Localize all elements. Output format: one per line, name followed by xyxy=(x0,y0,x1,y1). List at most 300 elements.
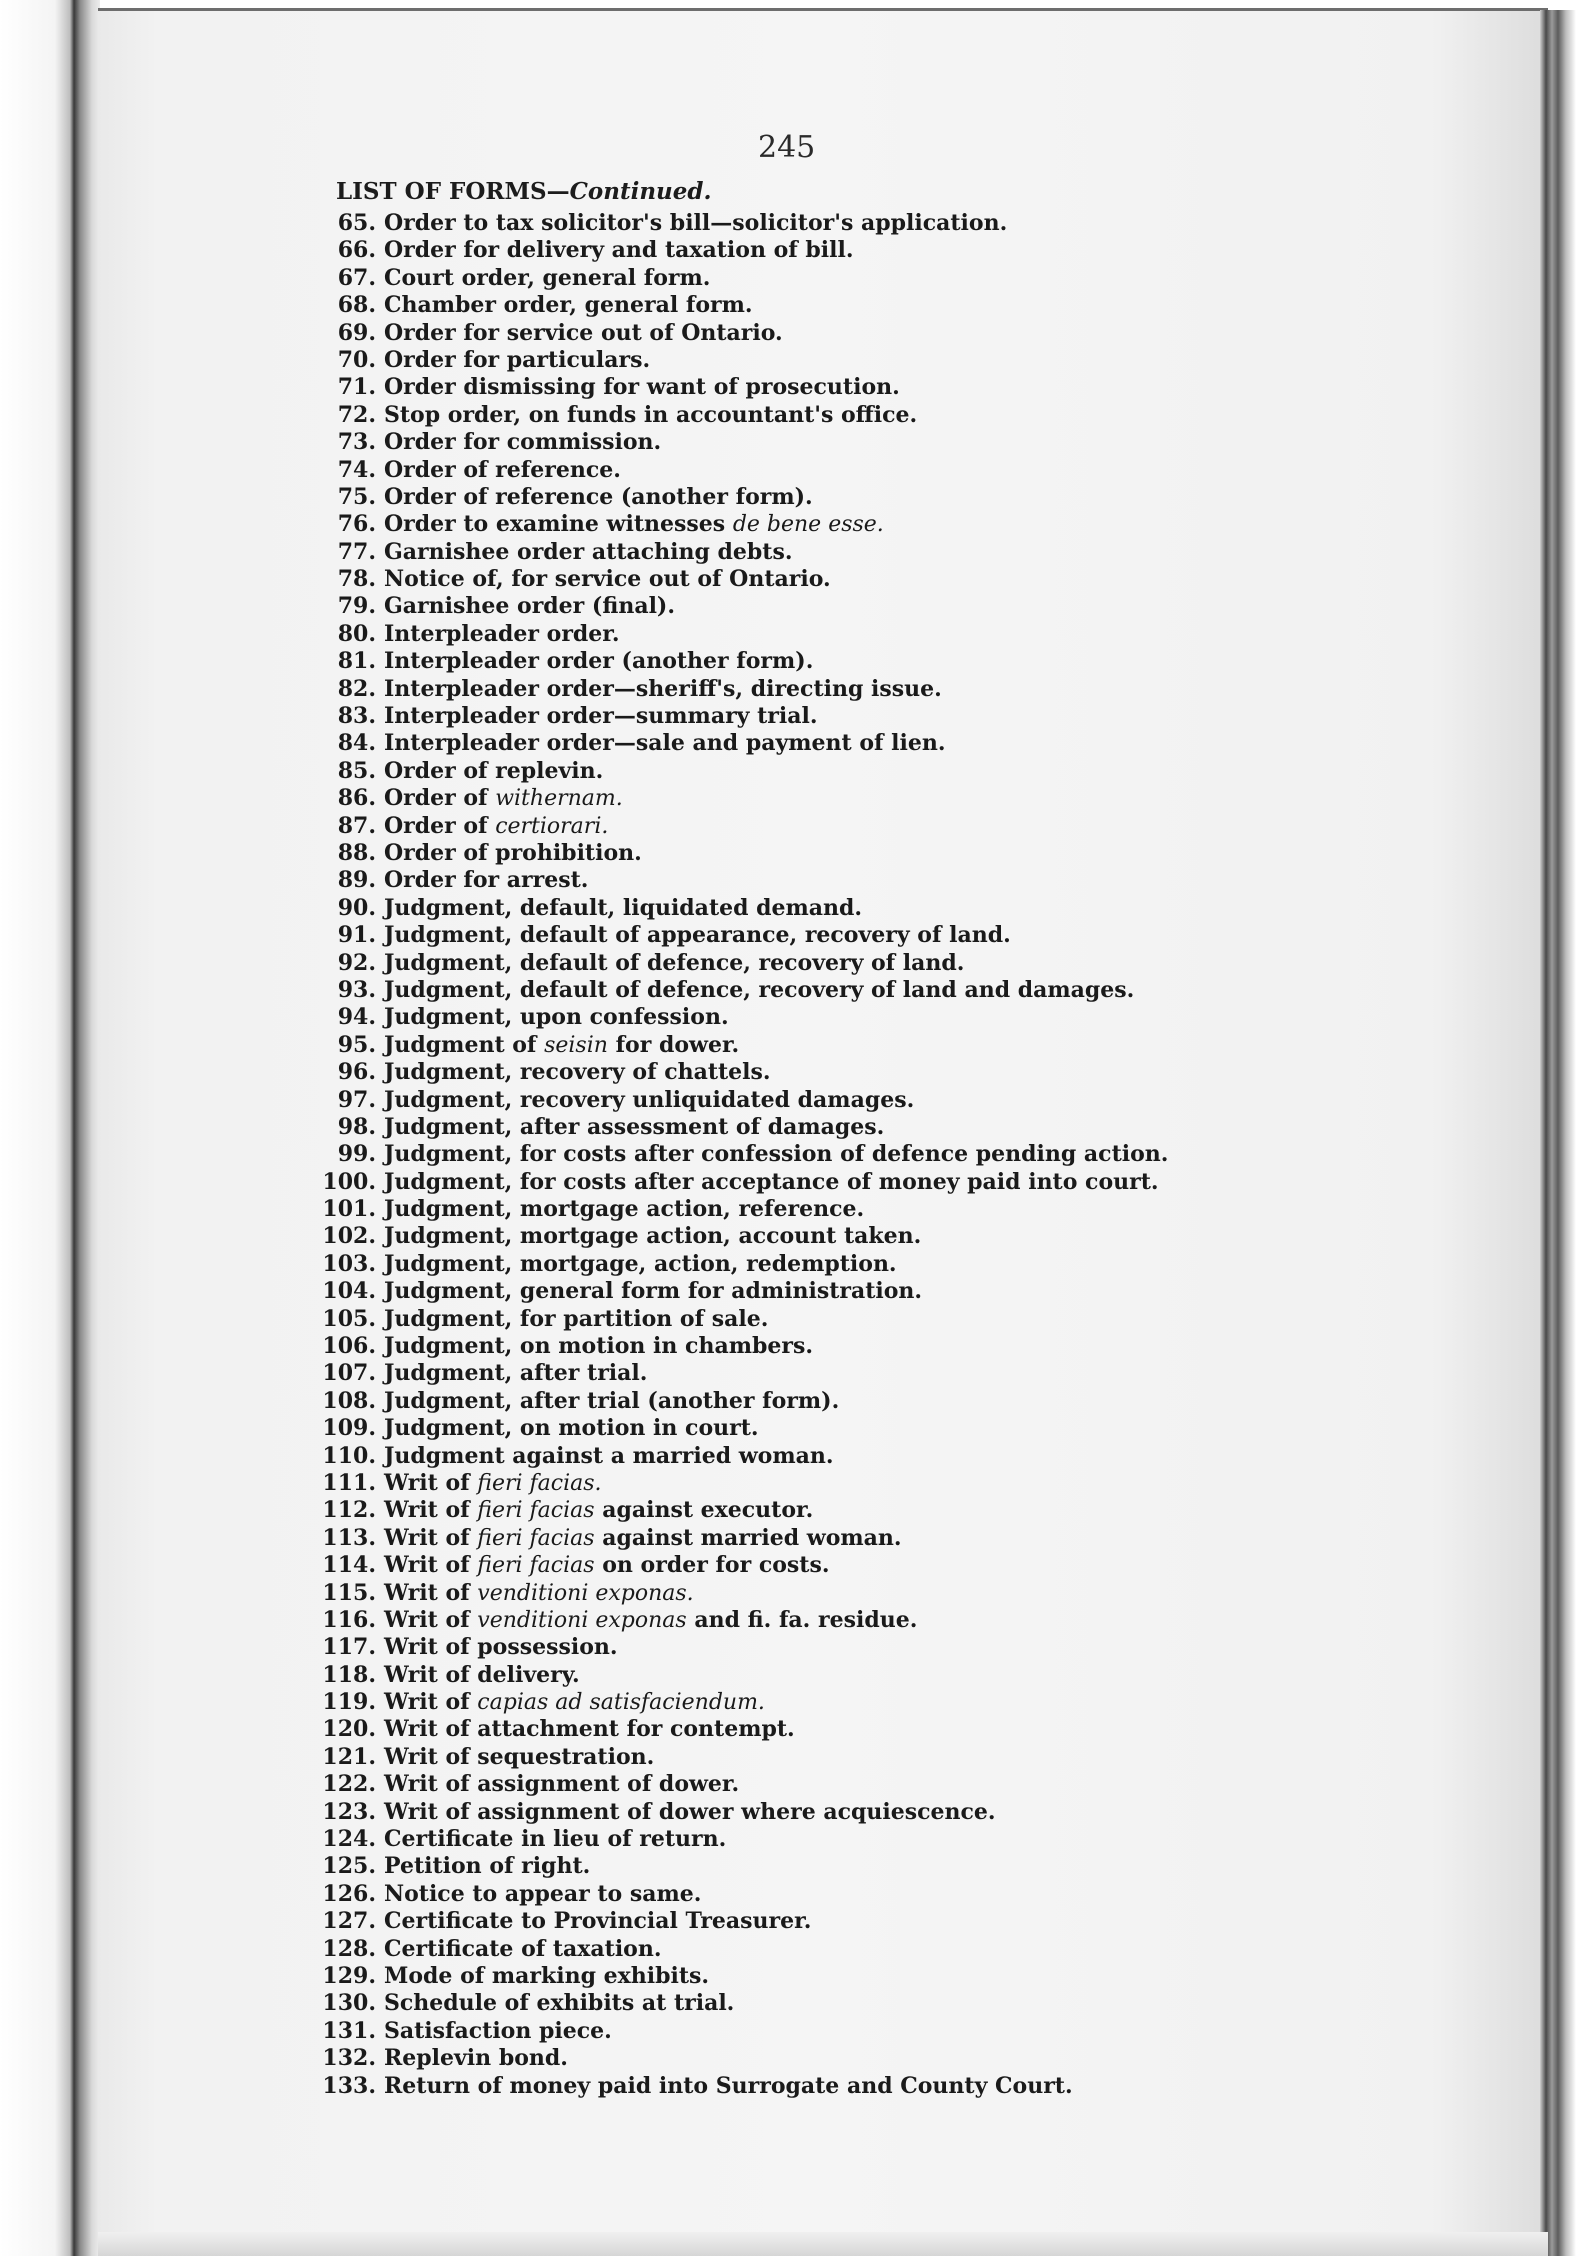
form-number: 66. xyxy=(337,237,376,264)
form-title xyxy=(384,566,831,592)
form-list-item xyxy=(300,265,1168,292)
form-title-latin-term: de bene esse. xyxy=(732,512,884,538)
form-title-text: Order to examine witnesses xyxy=(384,511,733,538)
form-title xyxy=(384,703,818,729)
form-number: 123. xyxy=(322,1798,376,1825)
form-title xyxy=(384,1771,739,1797)
form-title xyxy=(384,1963,709,1989)
form-list-item xyxy=(300,1306,1168,1333)
form-number: 101. xyxy=(322,1196,376,1223)
form-list-item xyxy=(300,1826,1168,1853)
form-list-item xyxy=(300,1607,1168,1634)
form-number: 88. xyxy=(337,839,376,866)
form-title xyxy=(384,1059,771,1085)
form-title-text: Interpleader order—sale and payment of lien. xyxy=(384,730,946,757)
form-title xyxy=(384,484,813,510)
form-title xyxy=(384,867,588,893)
form-title-text: Writ of sequestration. xyxy=(384,1743,655,1770)
form-list-item xyxy=(300,1963,1168,1990)
form-title xyxy=(384,730,946,756)
form-title-text: Order dismissing for want of prosecution. xyxy=(384,374,900,401)
form-number: 131. xyxy=(322,2017,376,2044)
form-list-item xyxy=(300,1196,1168,1223)
form-title-text-after: and fi. fa. residue. xyxy=(686,1606,918,1633)
form-list-item xyxy=(300,1443,1168,1470)
form-title-text: Judgment, mortgage action, reference. xyxy=(384,1196,865,1223)
form-number: 76. xyxy=(337,511,376,538)
form-title xyxy=(384,1634,618,1660)
form-title-text: Judgment, mortgage, action, redemption. xyxy=(384,1250,897,1277)
form-number: 86. xyxy=(337,785,376,812)
form-title xyxy=(384,1196,864,1222)
form-title-text: Judgment of xyxy=(384,1031,545,1058)
form-title-text: Order of prohibition. xyxy=(384,839,642,866)
form-title xyxy=(384,977,1134,1003)
form-number: 110. xyxy=(322,1442,376,1469)
form-number: 91. xyxy=(337,922,376,949)
form-title-text: Chamber order, general form. xyxy=(384,292,753,319)
form-number: 116. xyxy=(322,1606,376,1633)
form-list-item xyxy=(300,922,1168,949)
form-number: 79. xyxy=(337,593,376,620)
form-title xyxy=(384,1306,768,1332)
form-number: 83. xyxy=(337,703,376,730)
form-list-item xyxy=(300,1004,1168,1031)
form-number: 125. xyxy=(322,1853,376,1880)
form-title xyxy=(384,1114,884,1140)
form-title-text-after: on order for costs. xyxy=(594,1552,830,1579)
form-list-item xyxy=(300,785,1168,812)
form-number: 107. xyxy=(322,1360,376,1387)
form-list-item xyxy=(300,1771,1168,1798)
form-number: 103. xyxy=(322,1250,376,1277)
form-title xyxy=(384,1881,701,1907)
form-list-item xyxy=(300,347,1168,374)
form-title-text: Garnishee order attaching debts. xyxy=(384,538,793,565)
form-title-text: Interpleader order. xyxy=(384,620,620,647)
form-number: 106. xyxy=(322,1333,376,1360)
form-title-text: Replevin bond. xyxy=(384,2045,568,2072)
form-number: 98. xyxy=(337,1113,376,1140)
form-title-text: Petition of right. xyxy=(384,1853,591,1880)
form-title xyxy=(384,2045,568,2071)
form-list-item xyxy=(300,1936,1168,1963)
form-number: 78. xyxy=(337,566,376,593)
form-number: 127. xyxy=(322,1908,376,1935)
form-title xyxy=(384,1470,602,1496)
form-number: 122. xyxy=(322,1771,376,1798)
form-title xyxy=(384,210,1007,236)
form-number: 130. xyxy=(322,1990,376,2017)
form-title-text: Judgment, for partition of sale. xyxy=(384,1305,769,1332)
form-title-text: Judgment, upon confession. xyxy=(384,1004,729,1031)
form-list-item xyxy=(300,895,1168,922)
form-title xyxy=(384,1251,897,1277)
form-title xyxy=(384,1278,922,1304)
form-title xyxy=(384,840,642,866)
form-title-text: Order of reference. xyxy=(384,456,621,483)
form-number: 94. xyxy=(337,1004,376,1031)
form-title-text: Schedule of exhibits at trial. xyxy=(384,1990,735,2017)
form-title-text: Writ of xyxy=(384,1497,478,1524)
form-number: 92. xyxy=(337,949,376,976)
form-list-item xyxy=(300,730,1168,757)
form-title xyxy=(384,1716,795,1742)
form-list-item xyxy=(300,1990,1168,2017)
form-list-item xyxy=(300,210,1168,237)
form-title xyxy=(384,1223,921,1249)
form-number: 105. xyxy=(322,1305,376,1332)
page-edge-shadow xyxy=(1540,10,1576,2256)
form-title-text: Writ of attachment for contempt. xyxy=(384,1716,795,1743)
form-number: 90. xyxy=(337,894,376,921)
form-list-item xyxy=(300,484,1168,511)
form-number: 132. xyxy=(322,2045,376,2072)
form-number: 84. xyxy=(337,730,376,757)
form-title xyxy=(384,347,650,373)
form-list-item xyxy=(300,320,1168,347)
list-heading-title: LIST OF FORMS— xyxy=(336,178,570,205)
form-list-item xyxy=(300,1662,1168,1689)
form-title-text: Certificate of taxation. xyxy=(384,1935,662,1962)
form-title-latin-term: fieri facias xyxy=(477,1498,595,1524)
form-title xyxy=(384,320,783,346)
form-list-item xyxy=(300,950,1168,977)
form-title-text: Writ of xyxy=(384,1524,478,1551)
form-list-item xyxy=(300,1032,1168,1059)
form-title xyxy=(384,1415,759,1441)
form-title xyxy=(384,1990,734,2016)
form-title-latin-term: fieri facias. xyxy=(477,1470,602,1496)
form-number: 121. xyxy=(322,1743,376,1770)
form-title-latin-term: seisin xyxy=(544,1032,608,1058)
form-title-text: Interpleader order (another form). xyxy=(384,648,814,675)
form-number: 115. xyxy=(322,1579,376,1606)
form-title-latin-term: fieri facias xyxy=(477,1525,595,1551)
form-list-item xyxy=(300,457,1168,484)
form-number: 113. xyxy=(322,1524,376,1551)
form-title xyxy=(384,1744,654,1770)
form-title-text: Stop order, on funds in accountant's office. xyxy=(384,401,918,428)
form-number: 82. xyxy=(337,675,376,702)
form-number: 118. xyxy=(322,1661,376,1688)
form-title xyxy=(384,1525,902,1551)
page-bottom-shadow xyxy=(98,2232,1548,2256)
form-number: 117. xyxy=(322,1634,376,1661)
form-title xyxy=(384,374,900,400)
form-title-text: Judgment, recovery unliquidated damages. xyxy=(384,1086,915,1113)
form-title xyxy=(384,402,917,428)
form-title-text: Judgment, for costs after acceptance of money paid into court. xyxy=(384,1168,1159,1195)
form-title xyxy=(384,785,623,811)
form-title xyxy=(384,1936,662,1962)
page-number: 245 xyxy=(758,130,816,165)
form-title-text: Garnishee order (final). xyxy=(384,593,675,620)
form-title-text: Order for commission. xyxy=(384,429,662,456)
form-title-text: Order of reference (another form). xyxy=(384,483,813,510)
form-number: 120. xyxy=(322,1716,376,1743)
book-binding-edge xyxy=(0,0,100,2256)
form-title-text: Judgment, on motion in court. xyxy=(384,1415,759,1442)
form-number: 77. xyxy=(337,538,376,565)
form-title xyxy=(384,758,603,784)
form-number: 97. xyxy=(337,1086,376,1113)
form-title-text: Judgment, default of defence, recovery of land and damages. xyxy=(384,976,1135,1003)
form-number: 87. xyxy=(337,812,376,839)
form-title-text: Court order, general form. xyxy=(384,264,711,291)
form-title-text: Satisfaction piece. xyxy=(384,2017,612,2044)
form-title-text: Writ of delivery. xyxy=(384,1661,580,1688)
form-number: 89. xyxy=(337,867,376,894)
form-number: 72. xyxy=(337,401,376,428)
form-title-text: Interpleader order—summary trial. xyxy=(384,703,818,730)
form-list-item xyxy=(300,402,1168,429)
form-title-text: Writ of xyxy=(384,1552,478,1579)
form-title xyxy=(384,648,813,674)
form-list-item xyxy=(300,867,1168,894)
form-list-item xyxy=(300,1388,1168,1415)
form-list-item xyxy=(300,758,1168,785)
form-list-item xyxy=(300,1360,1168,1387)
form-number: 104. xyxy=(322,1278,376,1305)
form-title-text: Order to tax solicitor's bill—solicitor's application. xyxy=(384,210,1008,236)
form-title xyxy=(384,237,854,263)
form-title xyxy=(384,1497,813,1523)
form-number: 81. xyxy=(337,648,376,675)
form-list-item xyxy=(300,1333,1168,1360)
form-number: 114. xyxy=(322,1552,376,1579)
form-number: 95. xyxy=(337,1031,376,1058)
form-title-text: Notice of, for service out of Ontario. xyxy=(384,566,831,593)
form-title-text: Order for arrest. xyxy=(384,867,589,894)
form-title-latin-term: fieri facias xyxy=(477,1553,595,1579)
form-list-item xyxy=(300,977,1168,1004)
form-list-item xyxy=(300,374,1168,401)
form-number: 99. xyxy=(337,1141,376,1168)
form-list-item xyxy=(300,1689,1168,1716)
form-title xyxy=(384,1141,1168,1167)
form-title xyxy=(384,676,942,702)
form-title xyxy=(384,1004,729,1030)
form-number: 80. xyxy=(337,620,376,647)
form-number: 111. xyxy=(322,1469,376,1496)
form-title xyxy=(384,511,884,537)
form-list-item xyxy=(300,237,1168,264)
form-list-item xyxy=(300,1114,1168,1141)
forms-list xyxy=(300,210,1168,2100)
form-title-text: Judgment, after trial. xyxy=(384,1360,648,1387)
form-title-text: Judgment, default, liquidated demand. xyxy=(384,894,863,921)
form-list-item xyxy=(300,1881,1168,1908)
form-title-text: Notice to appear to same. xyxy=(384,1880,702,1907)
form-title-text: Certificate in lieu of return. xyxy=(384,1826,727,1853)
form-title-text: Order of replevin. xyxy=(384,757,604,784)
form-list-item xyxy=(300,648,1168,675)
form-list-item xyxy=(300,1251,1168,1278)
form-number: 119. xyxy=(322,1689,376,1716)
form-title-text: Return of money paid into Surrogate and County Court. xyxy=(384,2072,1073,2099)
form-list-item xyxy=(300,840,1168,867)
form-title-text: Judgment, for costs after confession of defence pending action. xyxy=(384,1141,1169,1168)
form-title xyxy=(384,1388,839,1414)
form-title xyxy=(384,1689,765,1715)
form-title-text: Order of xyxy=(384,812,496,839)
form-title xyxy=(384,813,608,839)
form-list-item xyxy=(300,1415,1168,1442)
form-list-item xyxy=(300,292,1168,319)
form-list-item xyxy=(300,1716,1168,1743)
form-list-item xyxy=(300,1470,1168,1497)
form-list-item xyxy=(300,1552,1168,1579)
form-number: 74. xyxy=(337,456,376,483)
form-number: 96. xyxy=(337,1059,376,1086)
form-title-text-after: against married woman. xyxy=(594,1524,902,1551)
form-title xyxy=(384,922,1011,948)
form-title xyxy=(384,265,710,291)
form-title-text: Writ of xyxy=(384,1579,478,1606)
form-title xyxy=(384,593,675,619)
form-list-item xyxy=(300,621,1168,648)
form-title-text: Judgment, after assessment of damages. xyxy=(384,1113,885,1140)
form-list-item xyxy=(300,1908,1168,1935)
form-list-item xyxy=(300,1223,1168,1250)
form-number: 71. xyxy=(337,374,376,401)
form-list-item xyxy=(300,1799,1168,1826)
form-number: 102. xyxy=(322,1223,376,1250)
form-title-text: Order for service out of Ontario. xyxy=(384,319,783,346)
form-number: 126. xyxy=(322,1880,376,1907)
form-title xyxy=(384,1087,914,1113)
form-title xyxy=(384,539,793,565)
form-list-item xyxy=(300,429,1168,456)
form-list-item xyxy=(300,2073,1168,2100)
form-title xyxy=(384,1169,1159,1195)
form-title xyxy=(384,1360,647,1386)
form-number: 124. xyxy=(322,1826,376,1853)
form-number: 128. xyxy=(322,1935,376,1962)
form-list-item xyxy=(300,1169,1168,1196)
form-list-item xyxy=(300,1634,1168,1661)
form-title xyxy=(384,621,620,647)
form-number: 68. xyxy=(337,292,376,319)
form-list-item xyxy=(300,676,1168,703)
form-title xyxy=(384,1443,834,1469)
form-list-item xyxy=(300,1744,1168,1771)
form-title-text: Order for particulars. xyxy=(384,346,651,373)
form-title-text: Judgment, recovery of chattels. xyxy=(384,1059,771,1086)
form-title-text: Writ of assignment of dower where acquiescence. xyxy=(384,1798,996,1825)
form-title-text: Writ of assignment of dower. xyxy=(384,1771,740,1798)
form-number: 70. xyxy=(337,346,376,373)
form-number: 93. xyxy=(337,976,376,1003)
form-title-text: Judgment, default of appearance, recovery of land. xyxy=(384,922,1011,949)
form-title-latin-term: venditioni exponas xyxy=(477,1607,687,1633)
form-list-item xyxy=(300,1853,1168,1880)
form-list-item xyxy=(300,593,1168,620)
form-number: 108. xyxy=(322,1387,376,1414)
form-number: 129. xyxy=(322,1963,376,1989)
form-title xyxy=(384,1908,811,1934)
form-list-item xyxy=(300,566,1168,593)
form-number: 75. xyxy=(337,483,376,510)
form-list-item xyxy=(300,1059,1168,1086)
form-title-text: Mode of marking exhibits. xyxy=(384,1963,710,1989)
form-title-text-after: for dower. xyxy=(607,1031,740,1058)
form-list-item xyxy=(300,1497,1168,1524)
form-title-text: Writ of xyxy=(384,1469,478,1496)
list-heading-continued: Continued. xyxy=(569,178,712,205)
form-number: 133. xyxy=(322,2072,376,2099)
form-title-text: Judgment against a married woman. xyxy=(384,1442,834,1469)
form-list-item xyxy=(300,511,1168,538)
form-title xyxy=(384,292,753,318)
form-list-item xyxy=(300,1525,1168,1552)
form-title xyxy=(384,950,964,976)
form-title-text: Judgment, default of defence, recovery of land. xyxy=(384,949,965,976)
form-title-text: Writ of xyxy=(384,1606,478,1633)
form-title xyxy=(384,1662,580,1688)
form-title-text: Certificate to Provincial Treasurer. xyxy=(384,1908,812,1935)
form-title-latin-term: withernam. xyxy=(495,786,623,812)
form-number: 65. xyxy=(337,210,376,236)
form-title-text-after: against executor. xyxy=(594,1497,814,1524)
form-number: 100. xyxy=(322,1168,376,1195)
form-title xyxy=(384,457,621,483)
form-title-text: Interpleader order—sheriff's, directing issue. xyxy=(384,675,942,702)
form-number: 112. xyxy=(322,1497,376,1524)
form-title-latin-term: certiorari. xyxy=(495,813,609,839)
form-title-text: Writ of possession. xyxy=(384,1634,618,1661)
form-title-text: Judgment, general form for administration. xyxy=(384,1278,923,1305)
form-title xyxy=(384,429,661,455)
form-number: 69. xyxy=(337,319,376,346)
form-title xyxy=(384,1853,590,1879)
form-number: 109. xyxy=(322,1415,376,1442)
form-list-item xyxy=(300,2045,1168,2072)
form-title-text: Order of xyxy=(384,785,496,812)
form-title-latin-term: venditioni exponas. xyxy=(477,1580,694,1606)
list-heading xyxy=(336,178,712,205)
form-title xyxy=(384,1607,917,1633)
form-list-item xyxy=(300,539,1168,566)
form-list-item xyxy=(300,1580,1168,1607)
form-list-item xyxy=(300,1278,1168,1305)
form-title xyxy=(384,1580,694,1606)
form-list-item xyxy=(300,813,1168,840)
form-title-text: Judgment, after trial (another form). xyxy=(384,1387,840,1414)
form-title xyxy=(384,1333,813,1359)
form-list-item xyxy=(300,1141,1168,1168)
form-title-text: Writ of xyxy=(384,1689,478,1716)
form-list-item xyxy=(300,1087,1168,1114)
form-title xyxy=(384,1552,830,1578)
form-number: 85. xyxy=(337,757,376,784)
form-title xyxy=(384,2073,1073,2099)
form-title xyxy=(384,1799,996,1825)
form-title-text: Judgment, on motion in chambers. xyxy=(384,1333,813,1360)
form-title-latin-term: capias ad satisfaciendum. xyxy=(477,1690,765,1716)
form-list-item xyxy=(300,2018,1168,2045)
form-title-text: Judgment, mortgage action, account taken. xyxy=(384,1223,922,1250)
form-title xyxy=(384,2018,612,2044)
form-title xyxy=(384,895,862,921)
form-title xyxy=(384,1826,726,1852)
form-list-item xyxy=(300,703,1168,730)
form-number: 73. xyxy=(337,429,376,456)
form-title-text: Order for delivery and taxation of bill. xyxy=(384,237,854,264)
form-number: 67. xyxy=(337,264,376,291)
form-title xyxy=(384,1032,739,1058)
